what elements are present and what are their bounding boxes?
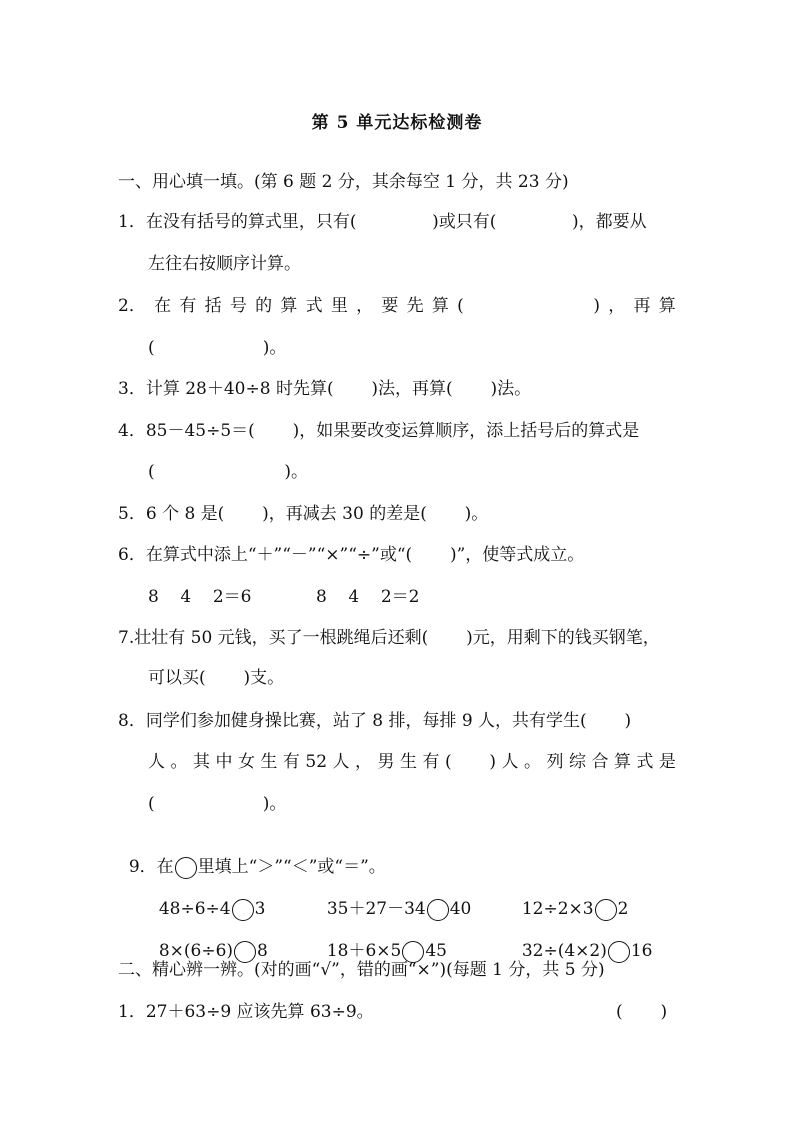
question-6-equation-2: 8 4 2＝2 [316,587,420,607]
question-9-prefix: 9．在 [128,857,174,877]
spaced-char: 。 [524,752,541,772]
spaced-char: 算 [431,296,449,316]
spaced-char: 有 [282,752,300,772]
spaced-char: 有 [422,752,440,772]
question-8-line-2 [148,751,676,773]
comparison-item [148,918,268,963]
spaced-char: 生 [260,752,278,772]
spaced-char: 2． [118,296,146,316]
spaced-char: 是 [658,752,676,772]
comparison-item [511,918,652,963]
spaced-char: 式 [636,752,654,772]
question-8-line-3: ( )。 [148,794,287,814]
comparison-right: 3 [254,899,266,919]
comparison-right: 40 [449,899,472,919]
comparison-left: 12÷2×3 [521,899,594,919]
comparison-right: 2 [617,899,629,919]
spaced-char: 人 [332,752,350,772]
section-2-question-1: 1．27＋63÷9 应该先算 63÷9。 [118,1002,374,1022]
spaced-char: 中 [215,752,233,772]
question-4-line-2: ( )。 [148,462,308,482]
comparison-item [511,876,628,921]
comparison-left: 48÷6÷4 [158,899,231,919]
question-5: 5．6 个 8 是( )，再减去 30 的差是( )。 [118,504,489,524]
spaced-char: 先 [406,296,424,316]
spaced-char: 人 [501,752,519,772]
spaced-char: 算 [613,752,631,772]
spaced-char: ， [356,296,374,316]
question-6: 6．在算式中添上“＋”“－”“×”“÷”或“( )”，使等式成立。 [118,545,585,565]
question-1-line-2: 左往右按顺序计算。 [148,254,301,274]
question-7-line-2: 可以买( )支。 [148,668,285,688]
comparison-right: 45 [425,941,447,961]
comparison-right: 8 [257,941,268,961]
spaced-char: 括 [204,296,222,316]
question-1-line-1: 1．在没有括号的算式里，只有( )或只有( )，都要从 [118,212,647,232]
comparison-left: 32÷(4×2) [521,941,607,961]
spaced-char: 再 [633,296,651,316]
question-9 [118,834,386,879]
comparison-left: 18＋6×5 [326,941,402,961]
spaced-char: 女 [237,752,255,772]
question-9-suffix: 里填上“＞”“＜”或“＝”。 [197,857,386,877]
spaced-char: 。 [170,752,188,772]
comparison-item [316,876,471,921]
spaced-char: 里 [330,296,348,316]
spaced-char: 列 [546,752,564,772]
page-title: 第 5 单元达标检测卷 [311,113,483,133]
spaced-char: 在 [154,296,172,316]
question-2-line-2: ( )。 [148,338,287,358]
comparison-item [148,876,265,921]
question-6-equation-1: 8 4 2＝6 [148,587,252,607]
spaced-char: 52 [305,752,328,772]
question-4-line-1: 4．85－45÷5＝( )，如果要改变运算顺序，添上括号后的算式是 [118,421,640,441]
spaced-char: 人 [148,752,165,772]
question-2-line-1 [118,295,676,317]
spaced-char: 的 [255,296,273,316]
question-3: 3．计算 28＋40÷8 时先算( )法，再算( )法。 [118,379,532,399]
spaced-char: 式 [305,296,323,316]
spaced-char: 合 [591,752,609,772]
section-2-heading: 二、精心辨一辨。(对的画“√”，错的画“×”)(每题 1 分，共 5 分) [118,960,605,980]
comparison-left: 8×(6÷6) [158,941,234,961]
spaced-char: 算 [658,296,676,316]
compare-circle-icon[interactable] [608,941,630,963]
comparison-item [316,918,447,963]
spaced-char: 算 [280,296,298,316]
question-7-line-1: 7.壮壮有 50 元钱，买了一根跳绳后还剩( )元，用剩下的钱买钢笔， [118,628,660,648]
spaced-char: 要 [381,296,399,316]
spaced-char: 有 [179,296,197,316]
spaced-char: 其 [192,752,210,772]
answer-bracket[interactable]: ( ) [616,1002,668,1022]
spaced-char: 号 [229,296,247,316]
spaced-char: ( ) [444,752,497,772]
comparison-left: 35＋27－34 [326,899,426,919]
spaced-char: ， [608,296,626,316]
spaced-char: 生 [399,752,417,772]
comparison-right: 16 [630,941,653,961]
spaced-char: 综 [568,752,586,772]
question-8-line-1: 8．同学们参加健身操比赛，站了 8 排，每排 9 人，共有学生( ) [118,711,632,731]
section-1-heading: 一、用心填一填。(第 6 题 2 分，其余每空 1 分，共 23 分) [118,172,569,192]
spaced-char: ， [355,752,372,772]
spaced-char: ( ) [457,296,601,316]
spaced-char: 男 [377,752,395,772]
